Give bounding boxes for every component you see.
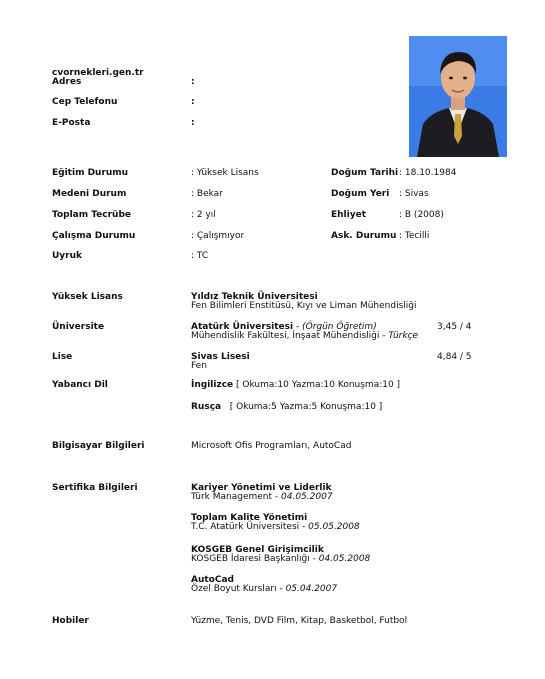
- uyruk-value: : TC: [191, 251, 209, 261]
- bilgisayar-label: Bilgisayar Bilgileri: [52, 441, 145, 451]
- cert-1-line: [191, 492, 333, 502]
- profile-photo: [409, 36, 507, 157]
- universite-label: Üniversite: [52, 322, 105, 332]
- bilgisayar-value: Microsoft Ofis Programları, AutoCad: [191, 441, 352, 451]
- eposta-colon: :: [191, 118, 195, 128]
- cert-1-sep: -: [272, 492, 282, 502]
- tecrube-value: : 2 yıl: [191, 210, 216, 220]
- yuksek-lisans-label: Yüksek Lisans: [52, 292, 123, 302]
- cert-2-date: 05.05.2008: [308, 522, 360, 532]
- tecrube-label: Toplam Tecrübe: [52, 210, 132, 220]
- language-1: [191, 380, 400, 390]
- calisma-value: : Çalışmıyor: [191, 231, 245, 241]
- cert-1-date: 04.05.2007: [281, 492, 333, 502]
- egitim-value: : Yüksek Lisans: [191, 168, 259, 178]
- uyruk-label: Uyruk: [52, 251, 83, 261]
- sertifika-label: Sertifika Bilgileri: [52, 483, 138, 493]
- medeni-label: Medeni Durum: [52, 189, 127, 199]
- uni-dept-line: Mühendislik Fakültesi, İnşaat Mühendisliği - Türkçe: [191, 331, 419, 341]
- yabanci-dil-label: Yabancı Dil: [52, 380, 108, 390]
- yl-school: Yıldız Teknik Üniversitesi: [191, 292, 318, 302]
- cert-2-line: [191, 522, 360, 532]
- cert-4-org: Özel Boyut Kursları: [191, 584, 277, 594]
- cert-3-title: KOSGEB Genel Girişimcilik: [191, 545, 324, 555]
- egitim-label: Eğitim Durumu: [52, 168, 129, 178]
- language-1-detail: [ Okuma:10 Yazma:10 Konuşma:10 ]: [236, 380, 401, 390]
- person-photo-icon: [409, 36, 507, 157]
- uni-dept: Mühendislik Fakültesi, İnşaat Mühendisliği: [191, 331, 380, 341]
- adres-colon: :: [191, 77, 195, 87]
- cert-4-date: 05.04.2007: [285, 584, 338, 594]
- cert-1-org: Türk Management: [191, 492, 273, 502]
- language-2-detail: [ Okuma:5 Yazma:5 Konuşma:10 ]: [229, 402, 383, 412]
- dogum-tarihi-label: Doğum Tarihi: [331, 168, 399, 178]
- language-1-name: İngilizce: [191, 380, 234, 390]
- cert-2-title: Toplam Kalite Yönetimi: [191, 513, 308, 523]
- hobiler-label: Hobiler: [52, 616, 89, 626]
- ehliyet-label: Ehliyet: [331, 210, 366, 220]
- cep-label: Cep Telefonu: [52, 97, 118, 107]
- uni-gpa: 3,45 / 4: [437, 322, 472, 332]
- yl-dept: Fen Bilimleri Enstitüsü, Kıyı ve Liman Mühendisliği: [191, 301, 417, 311]
- language-2-name: Rusça: [191, 402, 222, 412]
- ask-value: : Tecilli: [399, 231, 430, 241]
- uni-mode: (Örgün Öğretim): [302, 322, 377, 332]
- cert-4-sep: -: [276, 584, 286, 594]
- cert-3-date: 04.05.2008: [318, 554, 371, 564]
- eposta-label: E-Posta: [52, 118, 91, 128]
- ask-label: Ask. Durumu: [331, 231, 397, 241]
- calisma-label: Çalışma Durumu: [52, 231, 136, 241]
- dogum-tarihi-value: : 18.10.1984: [399, 168, 457, 178]
- hobiler-value: Yüzme, Tenis, DVD Film, Kitap, Basketbol, Futbol: [191, 616, 408, 626]
- medeni-value: : Bekar: [191, 189, 223, 199]
- cep-colon: :: [191, 97, 195, 107]
- lise-school: Sivas Lisesi: [191, 352, 250, 362]
- ehliyet-value: : B (2008): [399, 210, 444, 220]
- lise-label: Lise: [52, 352, 73, 362]
- language-2: [191, 402, 382, 412]
- cert-3-org: KOSGEB İdaresi Başkanlığı: [191, 554, 310, 564]
- uni-lang: Türkçe: [388, 331, 419, 341]
- uni-school: Atatürk Üniversitesi: [191, 322, 294, 332]
- uni-school-line: Atatürk Üniversitesi - (Örgün Öğretim): [191, 322, 377, 332]
- dogum-yeri-label: Doğum Yeri: [331, 189, 390, 199]
- cert-4-title: AutoCad: [191, 575, 234, 585]
- adres-label: Adres: [52, 77, 82, 87]
- cert-2-org: T.C. Atatürk Üniversitesi: [191, 522, 300, 532]
- dogum-yeri-value: : Sivas: [399, 189, 429, 199]
- lise-gpa: 4,84 / 5: [437, 352, 472, 362]
- cert-4-line: [191, 584, 337, 594]
- cert-3-sep: -: [309, 554, 319, 564]
- cert-3-line: [191, 554, 370, 564]
- lise-dept: Fen: [191, 361, 207, 371]
- cert-1-title: Kariyer Yönetimi ve Liderlik: [191, 483, 332, 493]
- site-name: cvornekleri.gen.tr: [52, 68, 144, 78]
- cert-2-sep: -: [299, 522, 309, 532]
